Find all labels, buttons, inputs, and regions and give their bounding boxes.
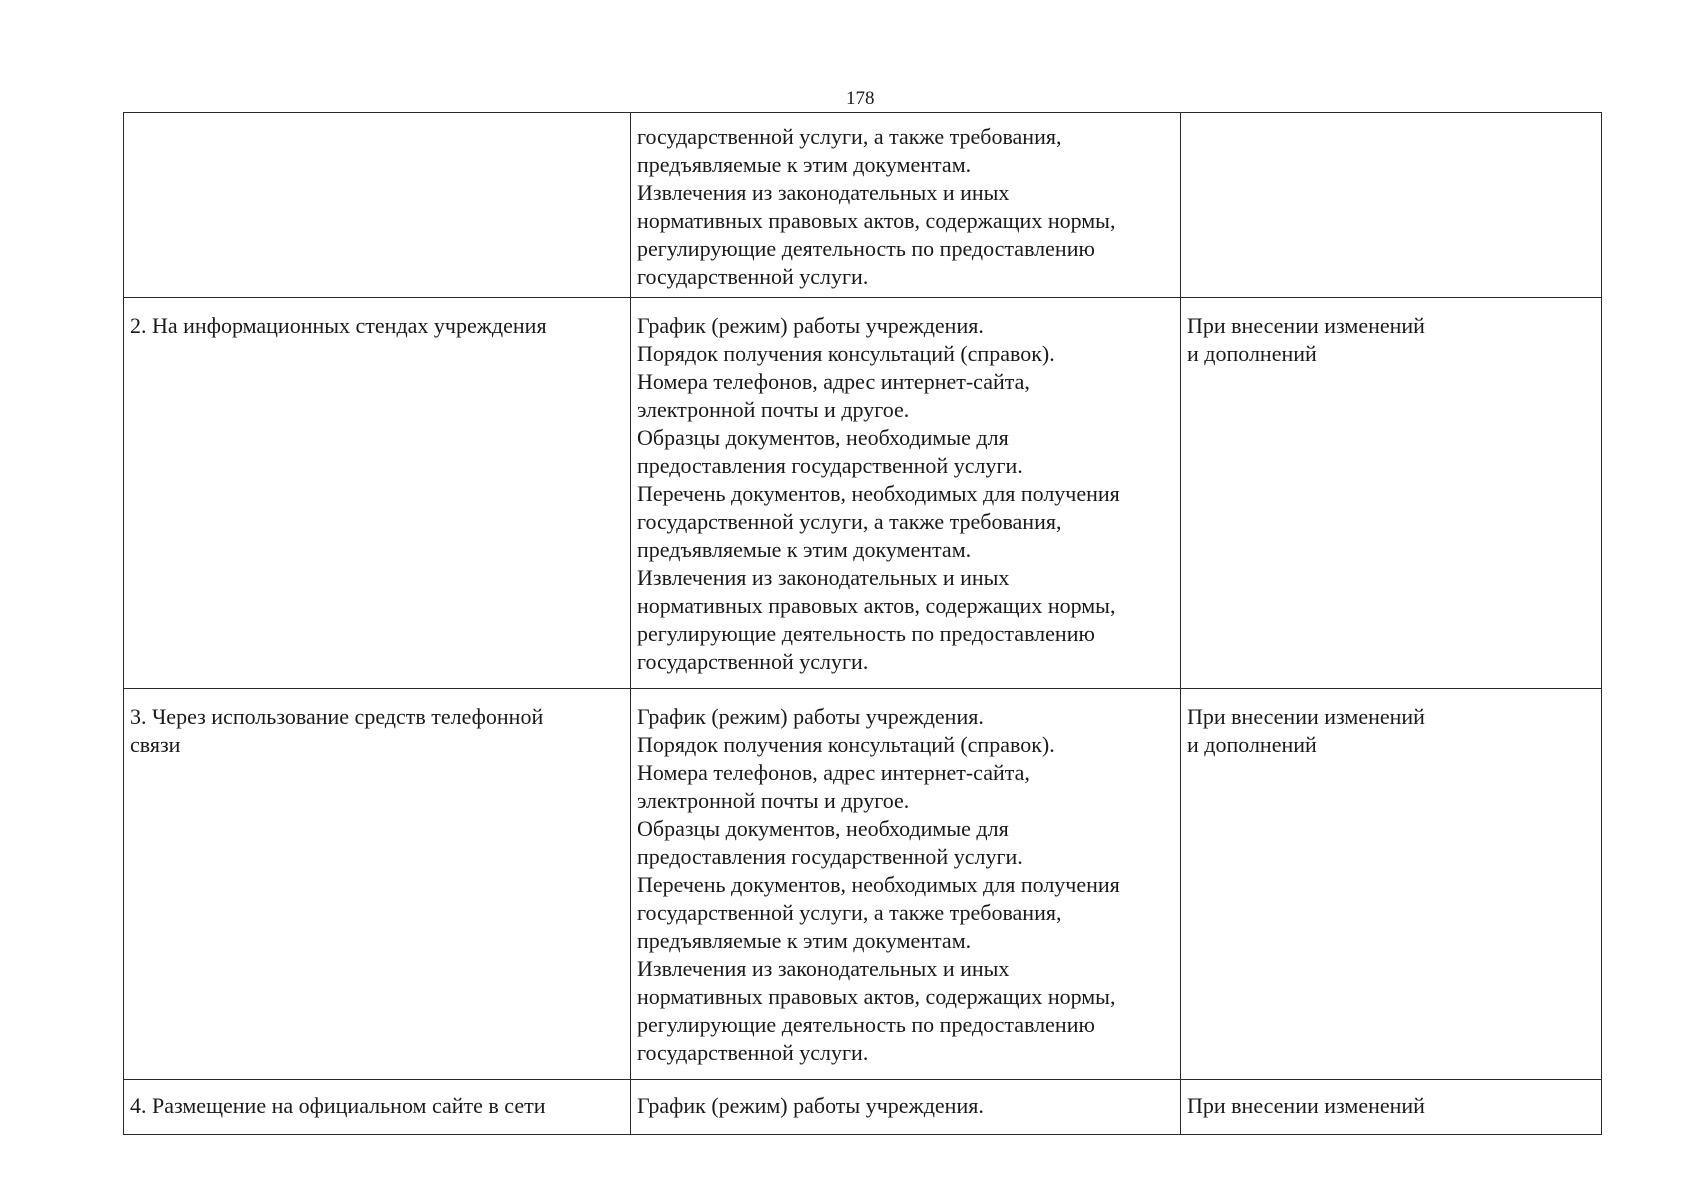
cell-text-line: При внесении изменений [1187, 313, 1425, 338]
cell-frequency [1181, 298, 1602, 689]
cell-text-line: государственной услуги. [637, 649, 869, 674]
cell-text-line: Номера телефонов, адрес интернет-сайта, [637, 760, 1030, 785]
info-table [123, 112, 1602, 1135]
cell-text-line: государственной услуги, а также требования, [637, 124, 1062, 149]
cell-text-line: При внесении изменений [1187, 704, 1425, 729]
cell-text-line: и дополнений [1187, 341, 1317, 366]
cell-content [631, 298, 1181, 689]
cell-text-line: государственной услуги. [637, 264, 869, 289]
cell-text-line: Извлечения из законодательных и иных [637, 956, 1010, 981]
cell-text-line: Извлечения из законодательных и иных [637, 565, 1010, 590]
cell-method [124, 689, 631, 1080]
cell-text-line: предъявляемые к этим документам. [637, 152, 972, 177]
page-number: 178 [846, 88, 875, 109]
cell-text-line: 4. Размещение на официальном сайте в сети [130, 1093, 546, 1118]
cell-text-line: электронной почты и другое. [637, 788, 910, 813]
cell-text-line: предоставления государственной услуги. [637, 453, 1023, 478]
table-row [124, 689, 1602, 1080]
table-row [124, 113, 1602, 298]
cell-text-line: Порядок получения консультаций (справок). [637, 341, 1055, 366]
cell-text-line: нормативных правовых актов, содержащих нормы, [637, 984, 1116, 1009]
cell-text-line: График (режим) работы учреждения. [637, 1093, 984, 1118]
cell-text-line: предъявляемые к этим документам. [637, 928, 972, 953]
cell-text-line: Номера телефонов, адрес интернет-сайта, [637, 369, 1030, 394]
cell-text-line: Порядок получения консультаций (справок). [637, 732, 1055, 757]
cell-text-line: и дополнений [1187, 732, 1317, 757]
cell-text-line: электронной почты и другое. [637, 397, 910, 422]
cell-text-line: государственной услуги, а также требования, [637, 509, 1062, 534]
cell-text-line: Извлечения из законодательных и иных [637, 180, 1010, 205]
cell-text-line: связи [130, 732, 181, 757]
table-body [124, 113, 1602, 1135]
table-row [124, 298, 1602, 689]
cell-content [631, 689, 1181, 1080]
cell-text-line: нормативных правовых актов, содержащих нормы, [637, 208, 1116, 233]
table-row [124, 1080, 1602, 1135]
cell-text-line: 2. На информационных стендах учреждения [130, 313, 547, 338]
cell-method [124, 1080, 631, 1135]
cell-text-line: регулирующие деятельность по предоставлению [637, 236, 1095, 261]
cell-method [124, 298, 631, 689]
cell-method [124, 113, 631, 298]
cell-text-line: График (режим) работы учреждения. [637, 704, 984, 729]
cell-text-line: предоставления государственной услуги. [637, 844, 1023, 869]
cell-text-line: государственной услуги, а также требования, [637, 900, 1062, 925]
cell-text-line: Перечень документов, необходимых для получения [637, 481, 1120, 506]
cell-text-line: государственной услуги. [637, 1040, 869, 1065]
cell-text-line: 3. Через использование средств телефонной [130, 704, 544, 729]
cell-frequency [1181, 113, 1602, 298]
cell-frequency [1181, 689, 1602, 1080]
cell-frequency [1181, 1080, 1602, 1135]
cell-text-line: При внесении изменений [1187, 1093, 1425, 1118]
cell-text-line: График (режим) работы учреждения. [637, 313, 984, 338]
cell-text-line: нормативных правовых актов, содержащих нормы, [637, 593, 1116, 618]
cell-text-line: регулирующие деятельность по предоставлению [637, 621, 1095, 646]
cell-text-line: Образцы документов, необходимые для [637, 425, 1009, 450]
cell-text-line: Перечень документов, необходимых для получения [637, 872, 1120, 897]
cell-text-line: регулирующие деятельность по предоставлению [637, 1012, 1095, 1037]
cell-text-line: Образцы документов, необходимые для [637, 816, 1009, 841]
cell-content [631, 113, 1181, 298]
cell-content [631, 1080, 1181, 1135]
cell-text-line: предъявляемые к этим документам. [637, 537, 972, 562]
